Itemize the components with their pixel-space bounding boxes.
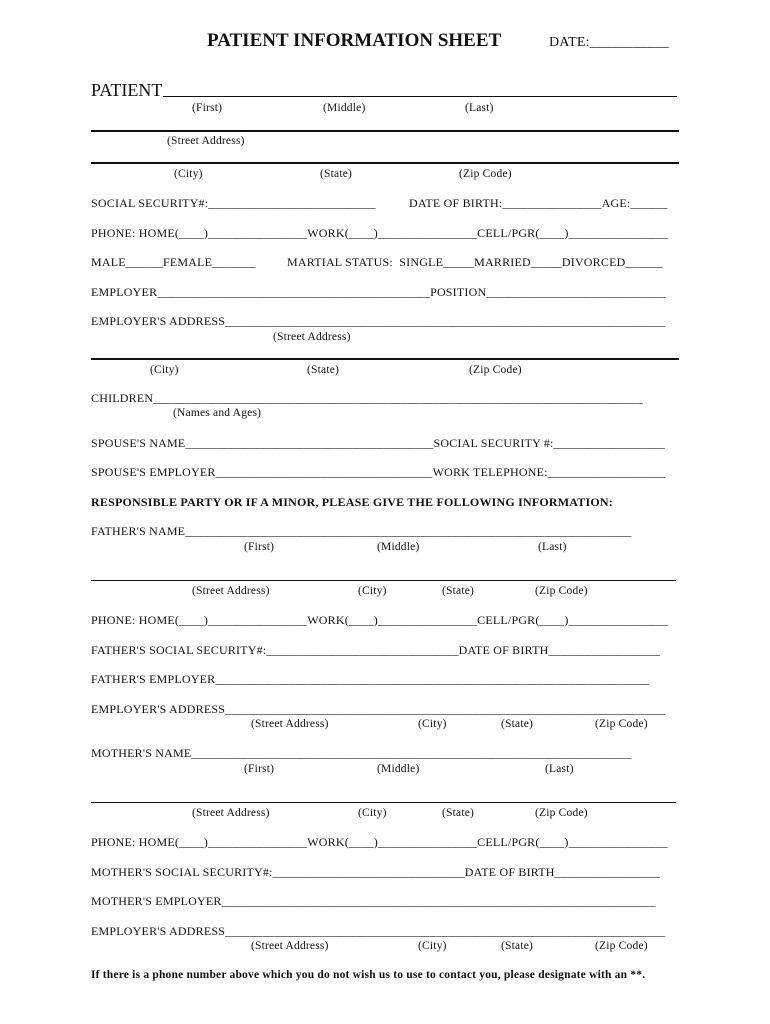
mother-addr-city-hint: (City)	[418, 940, 447, 952]
last-hint: (Last)	[465, 102, 494, 114]
father-first-hint: (First)	[244, 541, 275, 553]
responsible-party-heading: RESPONSIBLE PARTY OR IF A MINOR, PLEASE GIVE THE FOLLOWING INFORMATION:	[91, 495, 613, 509]
state-hint: (State)	[320, 168, 353, 180]
spouse-employer-field[interactable]: SPOUSE'S EMPLOYER___________________________________WORK TELEPHONE:___________________	[91, 465, 666, 479]
mother-state-hint: (State)	[442, 807, 475, 819]
father-address-line[interactable]	[91, 580, 676, 581]
father-last-hint: (Last)	[538, 541, 567, 553]
father-addr-city-hint: (City)	[418, 718, 447, 730]
father-ssn-field[interactable]: FATHER'S SOCIAL SECURITY#:_______________________________DATE OF BIRTH__________________	[91, 643, 661, 657]
ssn-field[interactable]: SOCIAL SECURITY#:___________________________	[91, 196, 376, 210]
mother-zip-hint: (Zip Code)	[535, 807, 588, 819]
city-hint: (City)	[174, 168, 203, 180]
spouse-name-field[interactable]: SPOUSE'S NAME________________________________________SOCIAL SECURITY #:__________________	[91, 436, 666, 450]
father-employer-field[interactable]: FATHER'S EMPLOYER______________________________________________________________________	[91, 672, 650, 686]
mother-addr-state-hint: (State)	[501, 940, 534, 952]
father-state-hint: (State)	[442, 585, 475, 597]
father-phone-field[interactable]: PHONE: HOME(____)________________WORK(____)________________CELL/PGR(____)________________	[91, 613, 668, 627]
marital-status-field[interactable]: MARTIAL STATUS: SINGLE_____MARRIED_____DIVORCED______	[287, 255, 663, 269]
patient-name-line[interactable]	[163, 96, 677, 97]
mother-employer-field[interactable]: MOTHER'S EMPLOYER______________________________________________________________________	[91, 894, 656, 908]
mother-last-hint: (Last)	[545, 763, 574, 775]
date-field[interactable]: DATE:___________	[549, 35, 669, 50]
phone-field[interactable]: PHONE: HOME(____)________________WORK(____)________________CELL/PGR(____)________________	[91, 226, 668, 240]
patient-label: PATIENT	[91, 80, 163, 100]
mother-employer-address-field[interactable]: EMPLOYER'S ADDRESS_______________________________________________________________________	[91, 924, 666, 938]
father-addr-zip-hint: (Zip Code)	[595, 718, 648, 730]
children-field[interactable]: CHILDREN_______________________________________________________________________________	[91, 391, 644, 405]
first-hint: (First)	[192, 102, 223, 114]
mother-name-field[interactable]: MOTHER'S NAME_______________________________________________________________________	[91, 746, 632, 760]
page-title: PATIENT INFORMATION SHEET	[207, 30, 502, 51]
father-city-hint: (City)	[358, 585, 387, 597]
mother-addr-zip-hint: (Zip Code)	[595, 940, 648, 952]
employer-address-field[interactable]: EMPLOYER'S ADDRESS_______________________________________________________________________	[91, 314, 666, 328]
father-name-field[interactable]: FATHER'S NAME________________________________________________________________________	[91, 524, 632, 538]
mother-city-hint: (City)	[358, 807, 387, 819]
zip-hint: (Zip Code)	[459, 168, 512, 180]
mother-address-line[interactable]	[91, 802, 676, 803]
father-middle-hint: (Middle)	[377, 541, 420, 553]
mother-addr-street-hint: (Street Address)	[251, 940, 329, 952]
emp-city-line[interactable]	[91, 358, 679, 360]
father-street-hint: (Street Address)	[192, 585, 270, 597]
mother-phone-field[interactable]: PHONE: HOME(____)________________WORK(____)________________CELL/PGR(____)________________	[91, 835, 668, 849]
employer-field[interactable]: EMPLOYER____________________________________________POSITION_____________________________	[91, 285, 667, 299]
emp-city-hint: (City)	[150, 364, 179, 376]
mother-ssn-field[interactable]: MOTHER'S SOCIAL SECURITY#:_______________________________DATE OF BIRTH_________________	[91, 865, 661, 879]
footer-note: If there is a phone number above which you do not wish us to use to contact you, please designate with an **.	[91, 969, 646, 981]
emp-zip-hint: (Zip Code)	[469, 364, 522, 376]
middle-hint: (Middle)	[323, 102, 366, 114]
father-employer-address-field[interactable]: EMPLOYER'S ADDRESS_______________________________________________________________________	[91, 702, 666, 716]
sex-field[interactable]: MALE______FEMALE_______	[91, 255, 256, 269]
city-line[interactable]	[91, 162, 679, 164]
emp-street-hint: (Street Address)	[273, 331, 351, 343]
father-addr-street-hint: (Street Address)	[251, 718, 329, 730]
father-addr-state-hint: (State)	[501, 718, 534, 730]
mother-street-hint: (Street Address)	[192, 807, 270, 819]
dob-age-field[interactable]: DATE OF BIRTH:________________AGE:______	[409, 196, 668, 210]
street-line[interactable]	[91, 130, 679, 132]
mother-first-hint: (First)	[244, 763, 275, 775]
children-hint: (Names and Ages)	[173, 407, 262, 419]
mother-middle-hint: (Middle)	[377, 763, 420, 775]
emp-state-hint: (State)	[307, 364, 340, 376]
father-zip-hint: (Zip Code)	[535, 585, 588, 597]
street-hint: (Street Address)	[167, 135, 245, 147]
